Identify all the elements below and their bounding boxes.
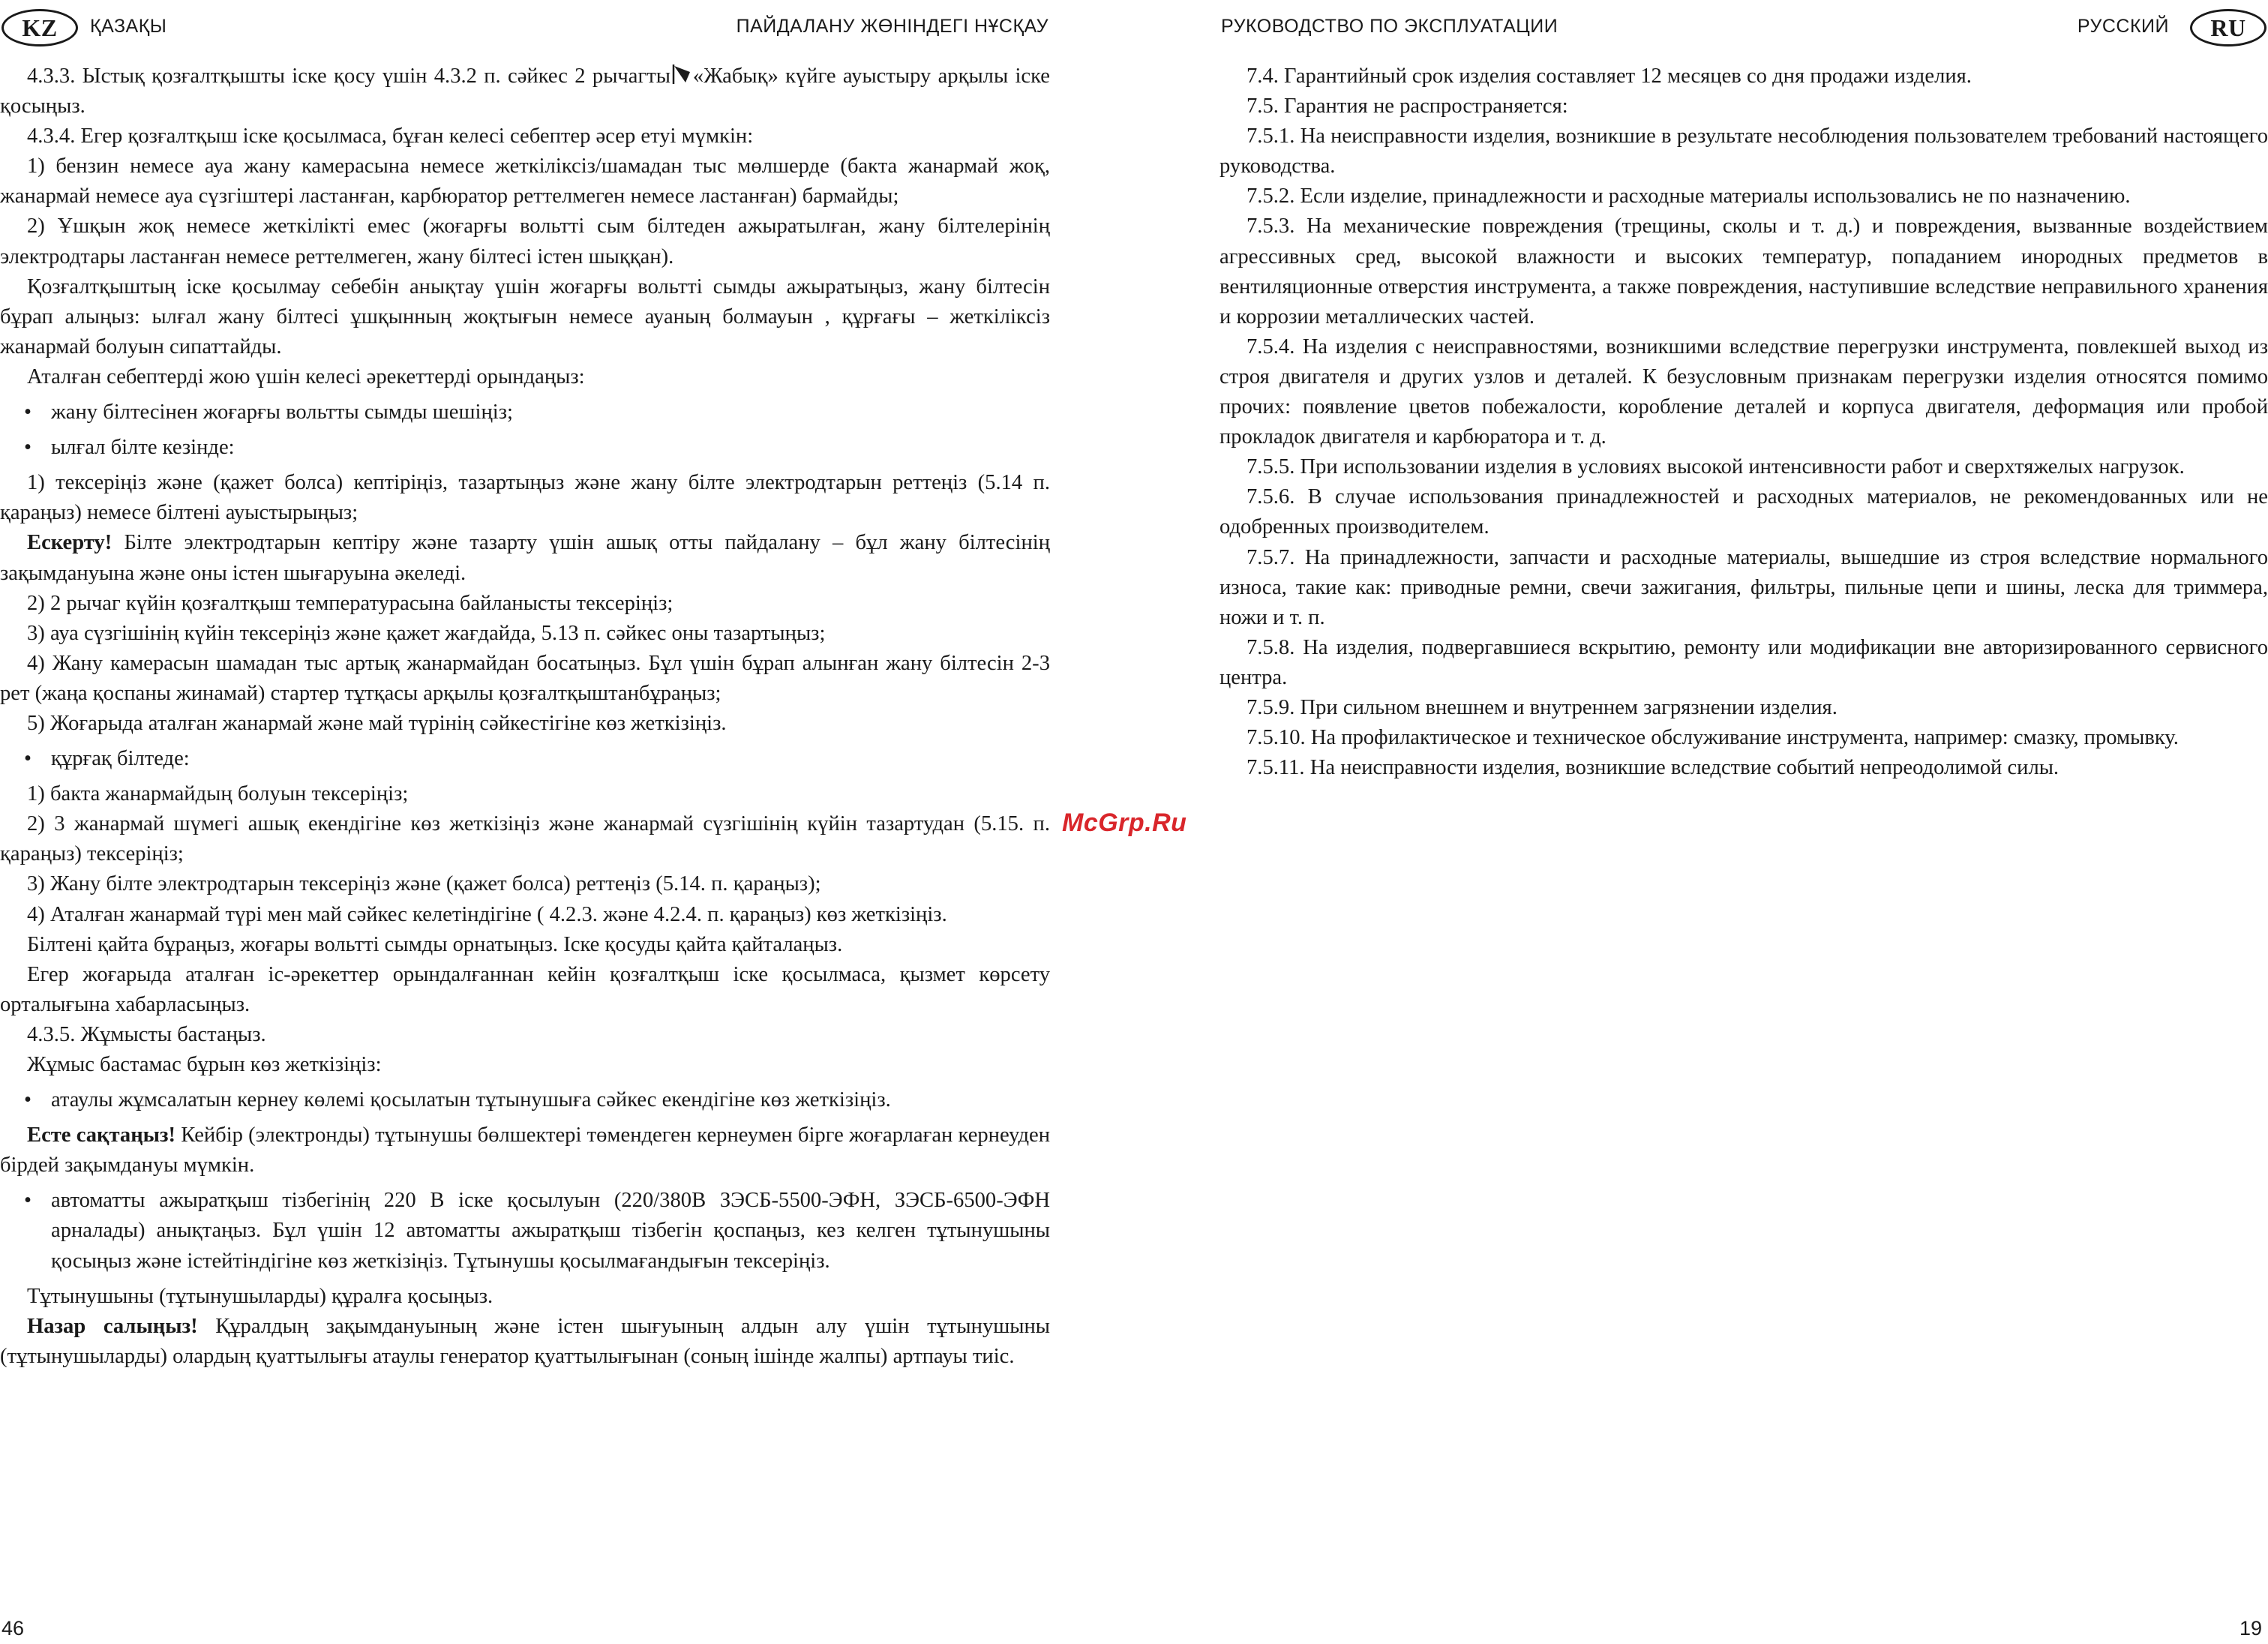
attention-paragraph: Назар салыңыз! Құралдың зақымдануының және істен шығуының алдын алу үшін тұтынушыны (тұтынушыларды) олардың қуаттылығы атаулы генератор қуаттылығынан (соның ішінде жалпы) артпауы тиіс. (0, 1314, 1050, 1368)
bullet-item: • жану білтесінен жоғарғы вольтты сымды шешіңіз; (0, 398, 1050, 428)
choke-lever-icon (670, 63, 693, 86)
paragraph: 4.3.5. Жұмысты бастаңыз. (27, 1022, 266, 1046)
page-header (0, 9, 1050, 48)
watermark-text: McGrp.Ru (1062, 808, 1187, 837)
paragraph: Қозғалтқыштың іске қосылмау себебін анықтау үшін жоғарғы вольтті сымды ажыратыңыз, жану білтесін бұрап алыңыз: ылғал жану білтесі ұшқынның жоқтығын немесе ауаның болмауын , құрғағы – жеткіліксіз жанармай болуын сипаттайды. (0, 274, 1050, 358)
paragraph: 7.5.4. На изделия с неисправностями, возникшими вследствие перегрузки инструмента, повлекшей выход из строя двигателя и других узлов и деталей. К безусловным признакам перегрузки изделия относятся помимо прочих: появление цветов побежалости, коробление деталей и корпуса двигателя, деформация или пробой прокладок двигателя и карбюратора и т. д. (1220, 334, 2268, 449)
paragraph: 7.5.3. На механические повреждения (трещины, сколы и т. д.) и повреждения, вызванные воздействием агрессивных сред, высокой влажности и высоких температур, попаданием инородных предметов в вентиляционные отверстия инструмента, а также повреждения, наступившие вследствие неправильного хранения и коррозии металлических частей. (1220, 214, 2268, 328)
paragraph: 7.5. Гарантия не распространяется: (1246, 94, 1568, 118)
bullet-item: • атаулы жұмсалатын кернеу көлемі қосылатын тұтынушыға сәйкес екендігіне көз жеткізіңіз. (0, 1085, 1050, 1115)
paragraph: 4) Аталған жанармай түрі мен май сәйкес келетіндігіне ( 4.2.3. және 4.2.4. п. қараңыз) көз жеткізіңіз. (27, 902, 947, 926)
paragraph: 7.5.10. На профилактическое и техническое обслуживание инструмента, например: смазку, промывку. (1246, 726, 2179, 750)
paragraph: 7.5.7. На принадлежности, запчасти и расходные материалы, вышедшие из строя вследствие нормального износа, такие как: приводные ремни, свечи зажигания, фильтры, пильные цепи и шины, леска для триммера, ножи и т. п. (1220, 545, 2268, 629)
paragraph: 5) Жоғарыда аталған жанармай және май түрінің сәйкестігіне көз жеткізіңіз. (27, 711, 727, 735)
paragraph: 3) Жану білте электродтарын тексеріңіз және (қажет болса) реттеңіз (5.14. п. қараңыз); (27, 872, 821, 896)
paragraph: 1) тексеріңіз және (қажет болса) кептіріңіз, тазартыңыз және жану білте электродтарын реттеңіз (5.14 п. қараңыз) немесе білтені ауыстырыңыз; (0, 471, 1050, 525)
paragraph: Егер жоғарыда аталған іс-әрекеттер орындалғаннан кейін қозғалтқыш іске қосылмаса, қызмет көрсету орталығына хабарласыңыз. (0, 962, 1050, 1016)
paragraph: 7.4. Гарантийный срок изделия составляет 12 месяцев со дня продажи изделия. (1246, 64, 1972, 88)
page-right-russian (1220, 0, 2268, 1644)
paragraph: Жұмыс бастамас бұрын көз жеткізіңіз: (27, 1053, 382, 1076)
page-left-kazakh (0, 0, 1050, 1644)
paragraph: 2) 3 жанармай шүмегі ашық екендігіне көз жеткізіңіз және жанармай сүзгішінің күйін тазартудан (5.15. п. қараңыз) тексеріңіз; (0, 812, 1050, 866)
paragraph: 7.5.5. При использовании изделия в условиях высокой интенсивности работ и сверхтяжелых нагрузок. (1246, 455, 2185, 479)
paragraph: 4.3.4. Егер қозғалтқыш іске қосылмаса, бұған келесі себептер әсер етуі мүмкін: (27, 124, 754, 148)
notice-paragraph: Есте сақтаңыз! Кейбір (электронды) тұтынушы бөлшектері төмендеген кернеумен бірге жоғарлаған кернеуден бірдей зақымдануы мүмкін. (0, 1124, 1050, 1178)
paragraph: Аталған себептерді жою үшін келесі әрекеттерді орындаңыз: (27, 364, 585, 388)
language-badge-ru: RU (2190, 9, 2266, 46)
page-number: 46 (2, 1617, 25, 1640)
paragraph: Білтені қайта бұраңыз, жоғары вольтті сымды орнатыңыз. Іске қосуды қайта қайталаңыз. (27, 932, 843, 956)
language-badge-kz: KZ (2, 9, 78, 46)
paragraph: 7.5.9. При сильном внешнем и внутреннем загрязнении изделия. (1246, 695, 1838, 719)
bullet-item: • автоматты ажыратқыш тізбегінің 220 В іске қосылуын (220/380В ЗЭСБ-5500-ЭФН, ЗЭСБ-6500-ЭФН арналады) анықтаңыз. Бұл үшін 12 автоматты ажыратқыш тізбегін қоспаңыз, кез келген тұтынушыны қосыңыз және істейтіндігіне көз жеткізіңіз. Тұтынушы қосылмағандығын тексеріңіз. (0, 1186, 1050, 1276)
warning-paragraph: Ескерту! Білте электродтарын кептіру және тазарту үшін ашық отты пайдалану – бұл жану білтесінің зақымдануына және оны істен шығаруына әкеледі. (0, 531, 1050, 585)
paragraph: 7.5.11. На неисправности изделия, возникшие вследствие событий непреодолимой силы. (1246, 756, 2060, 780)
manual-title: ПАЙДАЛАНУ ЖӨНІНДЕГІ НҰСҚАУ (736, 16, 1048, 37)
attention-label: Назар салыңыз! (27, 1314, 198, 1338)
page-header (1220, 9, 2268, 48)
language-label: ҚАЗАҚЫ (90, 16, 167, 37)
page-number: 19 (2239, 1617, 2262, 1640)
language-label: РУССКИЙ (2077, 16, 2169, 37)
paragraph: 3) ауа сүзгішінің күйін тексеріңіз және қажет жағдайда, 5.13 п. сәйкес оны тазартыңыз; (27, 621, 826, 645)
paragraph: 7.5.2. Если изделие, принадлежности и расходные материалы использовались не по назначению. (1246, 184, 2131, 208)
notice-label: Есте сақтаңыз! (27, 1124, 176, 1148)
bullet-item: • құрғақ білтеде: (0, 744, 1050, 774)
page-text (0, 62, 1050, 1372)
bullet-item: • ылғал білте кезінде: (0, 433, 1050, 463)
manual-title: РУКОВОДСТВО ПО ЭКСПЛУАТАЦИИ (1221, 16, 1558, 37)
paragraph: 2) 2 рычаг күйін қозғалтқыш температурасына байланысты тексеріңіз; (27, 591, 674, 615)
paragraph: 7.5.1. На неисправности изделия, возникшие в результате несоблюдения пользователем требований настоящего руководства. (1220, 124, 2268, 178)
paragraph: Тұтынушыны (тұтынушыларды) құралға қосыңыз. (27, 1284, 494, 1308)
paragraph: 7.5.6. В случае использования принадлежностей и расходных материалов, не рекомендованных или не одобренных производителем. (1220, 485, 2268, 539)
page-text (1220, 62, 2268, 783)
warning-label: Ескерту! (27, 531, 112, 555)
paragraph: 7.5.8. На изделия, подвергавшиеся вскрытию, ремонту или модификации вне авторизированного сервисного центра. (1220, 635, 2268, 689)
paragraph: 2) Ұшқын жоқ немесе жеткілікті емес (жоғарғы вольтті сым білтеден ажыратылған, жану білтелерінің электродтары ластанған немесе реттелмеген, жану білтесі істен шыққан). (0, 214, 1050, 268)
paragraph: 1) бакта жанармайдың болуын тексеріңіз; (27, 782, 409, 806)
paragraph: 1) бензин немесе ауа жану камерасына немесе жеткіліксіз/шамадан тыс мөлшерде (бакта жанармай жоқ, жанармай немесе ауа сүзгіштері ластанған, карбюратор реттелмеген немесе ластанған) бармайды; (0, 154, 1050, 208)
paragraph: 4) Жану камерасын шамадан тыс артық жанармайдан босатыңыз. Бұл үшін бұрап алынған жану білтесін 2-3 рет (жаңа қоспаны жинамай) стартер тұтқасы арқылы қозғалтқыштанбұраңыз; (0, 651, 1050, 705)
paragraph: 4.3.3. Ыстық қозғалтқышты іске қосу үшін 4.3.2 п. сәйкес 2 рычагты «Жабық» күйге ауыстыру арқылы іске қосыңыз. (0, 64, 1050, 118)
